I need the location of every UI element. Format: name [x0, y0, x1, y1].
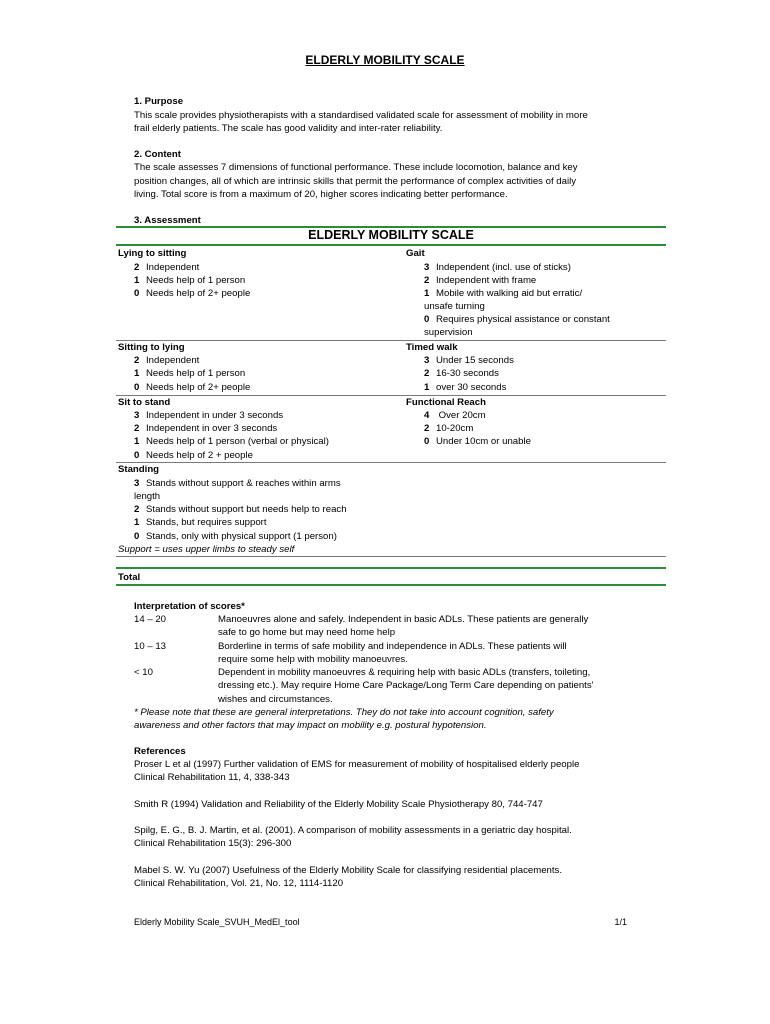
reference-item: Mabel S. W. Yu (2007) Usefulness of the Elderly Mobility Scale for classifying residential placements. [134, 865, 563, 876]
reference-item: Smith R (1994) Validation and Reliability of the Elderly Mobility Scale Physiotherapy 80, 744-747 [134, 799, 543, 810]
sitting-to-lying-item: 0 Needs help of 2+ people [134, 382, 251, 393]
gait-item: 3 Independent (incl. use of sticks) [424, 262, 571, 273]
gait-item: 0 Requires physical assistance or constant [424, 314, 610, 325]
document-title: ELDERLY MOBILITY SCALE [305, 53, 465, 67]
interpretation-line: safe to go home but may need home help [218, 627, 396, 639]
interpretation-line: dressing etc.). May require Home Care Package/Long Term Care depending on patients' [218, 680, 594, 692]
reference-item: Proser L et al (1997) Further validation of EMS for measurement of mobility of hospitalised elderly people [134, 759, 580, 770]
lying-to-sitting-label: Lying to sitting [118, 248, 187, 259]
gait-item-cont: supervision [424, 327, 473, 338]
gait-item: 2 Independent with frame [424, 275, 537, 286]
purpose-line: frail elderly patients. The scale has good validity and inter-rater reliability. [134, 123, 443, 134]
lying-to-sitting-item: 2 Independent [134, 262, 200, 273]
interpretation-line: wishes and circumstances. [218, 693, 333, 705]
interpretation-line: Dependent in mobility manoeuvres & requiring help with basic ADLs (transfers, toileting, [218, 667, 591, 678]
functional-reach-item: 0 Under 10cm or unable [424, 436, 531, 447]
standing-item: 2 Stands without support but needs help to reach [134, 504, 347, 515]
reference-item-cont: Clinical Rehabilitation, Vol. 21, No. 12, 1114-1120 [134, 878, 344, 889]
table-title-rule [116, 244, 666, 246]
standing-support-note: Support = uses upper limbs to steady self [118, 544, 295, 555]
lying-to-sitting-item: 1 Needs help of 1 person [134, 275, 246, 286]
row-divider [116, 395, 666, 396]
functional-reach-label: Functional Reach [406, 397, 486, 408]
gait-item-cont: unsafe turning [424, 301, 485, 312]
table-title: ELDERLY MOBILITY SCALE [308, 228, 474, 242]
interpretation-line: Borderline in terms of safe mobility and independence in ADLs. These patients will [218, 641, 567, 652]
sitting-to-lying-item: 1 Needs help of 1 person [134, 368, 246, 379]
row-divider [116, 340, 666, 341]
lying-to-sitting-item: 0 Needs help of 2+ people [134, 288, 251, 299]
interpretation-note: awareness and other factors that may impact on mobility e.g. postural hypotension. [134, 720, 487, 731]
reference-item-cont: Clinical Rehabilitation 11, 4, 338-343 [134, 772, 290, 783]
references-heading: References [134, 746, 186, 757]
interpretation-range: 10 – 13 [134, 641, 167, 652]
timed-walk-item: 3 Under 15 seconds [424, 355, 514, 366]
timed-walk-item: 2 16-30 seconds [424, 368, 499, 379]
footer-page-number: 1/1 [614, 917, 627, 927]
reference-item-cont: Clinical Rehabilitation 15(3): 296-300 [134, 838, 292, 849]
gait-label: Gait [406, 248, 425, 259]
sit-to-stand-item: 3 Independent in under 3 seconds [134, 410, 284, 421]
purpose-line: This scale provides physiotherapists with a standardised validated scale for assessment of mobility in more [134, 110, 588, 121]
total-label: Total [118, 572, 141, 583]
content-heading: 2. Content [134, 149, 181, 160]
footer-filename: Elderly Mobility Scale_SVUH_MedEl_tool [134, 917, 300, 927]
interpretation-heading: Interpretation of scores* [134, 601, 245, 612]
purpose-heading: 1. Purpose [134, 96, 184, 107]
total-bottom-rule [116, 584, 666, 586]
interpretation-range: < 10 [134, 667, 153, 678]
interpretation-line: require some help with mobility manoeuvres. [218, 654, 408, 666]
standing-item: 1 Stands, but requires support [134, 517, 267, 528]
sitting-to-lying-item: 2 Independent [134, 355, 200, 366]
functional-reach-item: 2 10-20cm [424, 423, 474, 434]
content-line: position changes, all of which are intrinsic skills that permit the performance of complex activities of daily [134, 176, 577, 187]
functional-reach-item: 4 Over 20cm [424, 410, 486, 421]
standing-label: Standing [118, 464, 160, 475]
standing-item: 3 Stands without support & reaches within arms [134, 478, 341, 489]
interpretation-range: 14 – 20 [134, 614, 167, 625]
timed-walk-label: Timed walk [406, 342, 458, 353]
sit-to-stand-item: 2 Independent in over 3 seconds [134, 423, 278, 434]
content-line: The scale assesses 7 dimensions of functional performance. These include locomotion, balance and key [134, 162, 578, 173]
sit-to-stand-item: 1 Needs help of 1 person (verbal or physical) [134, 436, 329, 447]
reference-item: Spilg, E. G., B. J. Martin, et al. (2001). A comparison of mobility assessments in a geriatric day hospital. [134, 825, 572, 836]
assessment-heading: 3. Assessment [134, 215, 201, 226]
standing-item: 0 Stands, only with physical support (1 person) [134, 531, 337, 542]
standing-item-cont: length [134, 491, 161, 502]
sit-to-stand-label: Sit to stand [118, 397, 171, 408]
interpretation-line: Manoeuvres alone and safely. Independent in basic ADLs. These patients are generally [218, 614, 589, 625]
total-top-rule [116, 567, 666, 569]
timed-walk-item: 1 over 30 seconds [424, 382, 507, 393]
gait-item: 1 Mobile with walking aid but erratic/ [424, 288, 583, 299]
interpretation-note: * Please note that these are general interpretations. They do not take into account cognition, safety [134, 707, 554, 718]
sitting-to-lying-label: Sitting to lying [118, 342, 185, 353]
sit-to-stand-item: 0 Needs help of 2 + people [134, 450, 253, 461]
content-line: living. Total score is from a maximum of 20, higher scores indicating better performance. [134, 189, 508, 200]
